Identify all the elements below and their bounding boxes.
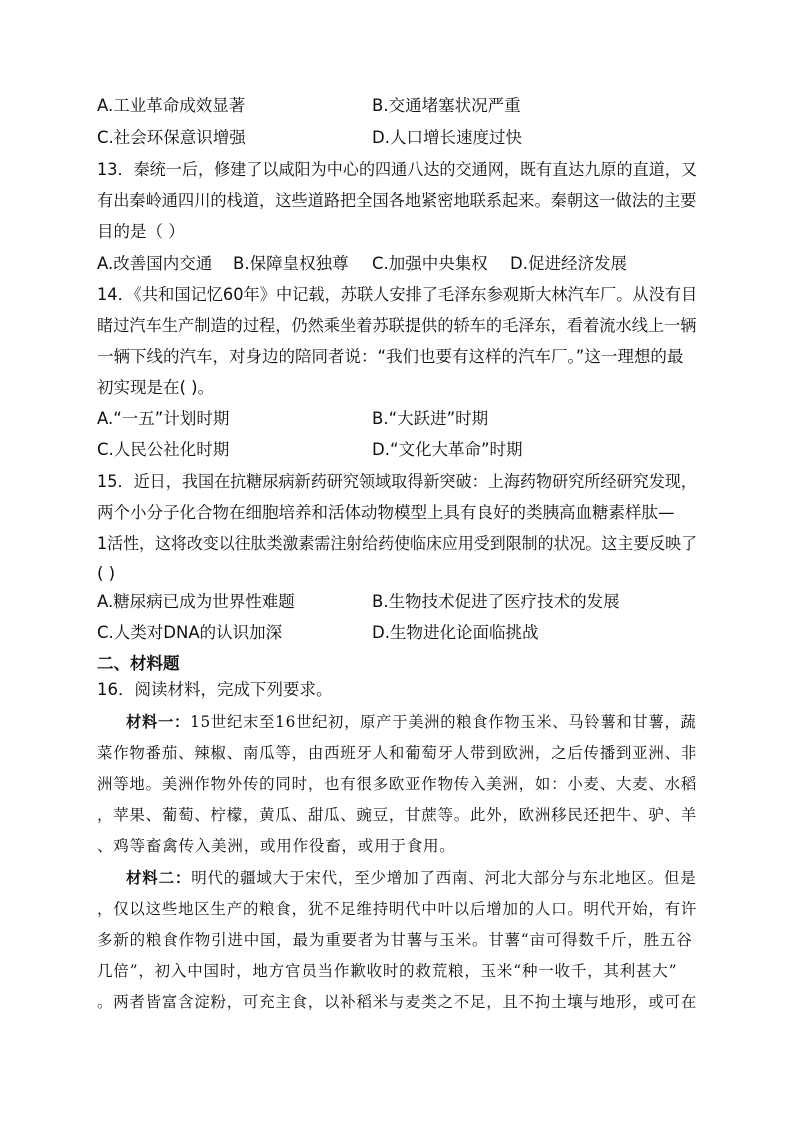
q15-stem-line: 1活性，这将改变以往肽类激素需注射给药使临床应用受到限制的状况。这主要反映了: [97, 534, 698, 553]
material-two-text: 明代的疆域大于宋代，至少增加了西南、河北大部分与东北地区。但是: [191, 869, 697, 887]
material-two-line: 。两者皆富含淀粉，可充主食，以补稻米与麦类之不足，且不拘土壤与地形，或可在: [97, 993, 698, 1011]
material-one-label: 材料一：: [126, 712, 191, 731]
q14-stem-line: 睹过汽车生产制造的过程，仍然乘坐着苏联提供的轿车的毛泽东，看着流水线上一辆: [97, 316, 697, 335]
q12-option-d: D.人口增长速度过快: [372, 128, 522, 147]
q13-option-a: A.改善国内交通: [97, 254, 213, 273]
q14-stem-line: 14．《共和国记忆60年》中记载，苏联人安排了毛泽东参观斯大林汽车厂。从没有目: [97, 285, 698, 304]
q15-option-b: B.生物技术促进了医疗技术的发展: [372, 592, 620, 611]
q15-option-c: C.人类对DNA的认识加深: [97, 623, 283, 642]
q13-option-d: D.促进经济发展: [510, 254, 627, 273]
q13-stem-line: 目的是（ ）: [97, 222, 185, 241]
q12-option-a: A.工业革命成效显著: [97, 96, 246, 115]
q14-option-c: C.人民公社化时期: [97, 440, 230, 459]
q15-stem-line: ( ): [97, 564, 116, 583]
q12-option-c: C.社会环保意识增强: [97, 128, 246, 147]
q13-stem-line: 13．秦统一后，修建了以咸阳为中心的四通八达的交通网，既有直达九原的直道，又: [97, 160, 697, 179]
material-two-label: 材料二：: [126, 868, 192, 887]
material-one-text: 15世纪末至16世纪初，原产于美洲的粮食作物玉米、马铃薯和甘薯，蔬: [190, 713, 697, 731]
material-two-first-line: [126, 870, 697, 887]
material-one-line: 、鸡等畜禽传入美洲，或用作役畜，或用于食用。: [97, 837, 456, 855]
q14-stem-line: 一辆下线的汽车，对身边的陪同者说：“我们也要有这样的汽车厂。”这一理想的最: [97, 347, 684, 366]
q15-stem-line: 两个小分子化合物在细胞培养和活体动物模型上具有良好的类胰高血糖素样肽—: [97, 503, 675, 522]
q16-prompt: 16．阅读材料，完成下列要求。: [97, 680, 333, 699]
material-one-line: 洲等地。美洲作物外传的同时，也有很多欧亚作物传入美洲，如：小麦、大麦、水稻: [97, 775, 698, 793]
q15-stem-line: 15．近日，我国在抗糖尿病新药研究领域取得新突破：上海药物研究所经研究发现，: [97, 472, 697, 491]
q15-option-a: A.糖尿病已成为世界性难题: [97, 592, 295, 611]
q13-option-c: C.加强中央集权: [372, 254, 488, 273]
q12-option-b: B.交通堵塞状况严重: [372, 96, 521, 115]
q14-option-d: D.“文化大革命”时期: [372, 440, 523, 459]
material-one-first-line: [126, 714, 697, 731]
q13-option-b: B.保障皇权独尊: [233, 254, 349, 273]
q14-option-b: B.“大跃进”时期: [372, 409, 489, 428]
q15-option-d: D.生物进化论面临挑战: [372, 623, 539, 642]
material-two-line: 几倍”，初入中国时，地方官员当作歉收时的救荒粮，玉米“种一收千，其利甚大”: [97, 962, 678, 980]
q13-stem-line: 有出秦岭通四川的栈道，这些道路把全国各地紧密地联系起来。秦朝这一做法的主要: [97, 191, 697, 210]
q14-option-a: A.“一五”计划时期: [97, 409, 230, 428]
material-one-line: 菜作物番茄、辣椒、南瓜等，由西班牙人和葡萄牙人带到欧洲，之后传播到亚洲、非: [97, 744, 698, 762]
material-two-line: ，仅以这些地区生产的粮食，犹不足维持明代中叶以后增加的人口。明代开始，有许: [97, 900, 698, 918]
q14-stem-line: 初实现是在( )。: [97, 378, 215, 397]
material-one-line: ，苹果、葡萄、柠檬，黄瓜、甜瓜、豌豆，甘蔗等。此外，欧洲移民还把牛、驴、羊: [97, 806, 698, 824]
material-two-line: 多新的粮食作物引进中国，最为重要者为甘薯与玉米。甘薯“亩可得数千斤，胜五谷: [97, 931, 693, 949]
section-heading: 二、材料题: [97, 654, 180, 673]
